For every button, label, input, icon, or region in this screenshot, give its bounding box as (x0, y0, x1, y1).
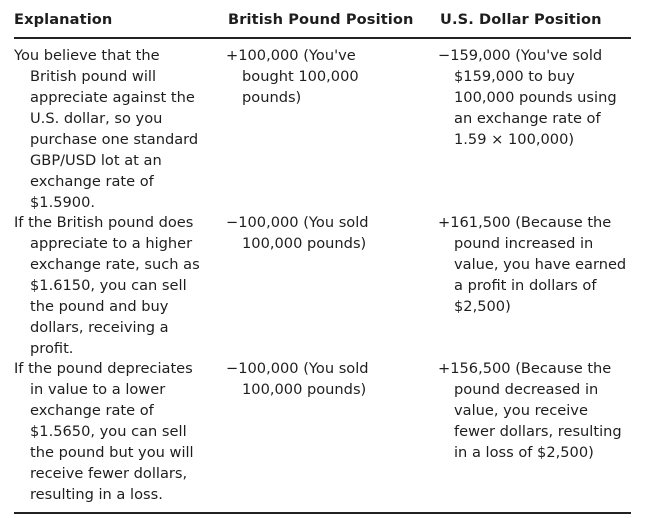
row-2-explanation: If the British pound does appreciate to a higher exchange rate, such as $1.6150, you can sell the pound and buy dollars, receiving a profit. (14, 214, 200, 357)
table-bottom-rule (14, 512, 631, 514)
row-1-gbp-position: +100,000 (You've bought 100,000 pounds) (226, 47, 359, 106)
row-2-usd-position: +161,500 (Because the pound increased in value, you have earned a profit in dollars of $2,500) (438, 214, 627, 315)
header-us-dollar-position: U.S. Dollar Position (440, 11, 602, 28)
forex-position-table (14, 0, 631, 518)
row-3-gbp-position: −100,000 (You sold 100,000 pounds) (226, 360, 369, 398)
row-3-explanation: If the pound depreciates in value to a lower exchange rate of $1.5650, you can sell the pound but you will receive fewer dollars, resulting in a loss. (14, 360, 194, 503)
row-1-explanation: You believe that the British pound will appreciate against the U.S. dollar, so you purchase one standard GBP/USD lot at an exchange rate of $1.5900. (14, 47, 199, 211)
row-1-usd-position: −159,000 (You've sold $159,000 to buy 100,000 pounds using an exchange rate of 1.59 × 100,000) (438, 47, 617, 148)
header-rule (14, 37, 631, 39)
row-3-usd-position: +156,500 (Because the pound decreased in value, you receive fewer dollars, resulting in a loss of $2,500) (438, 360, 622, 461)
row-2-gbp-position: −100,000 (You sold 100,000 pounds) (226, 214, 369, 252)
header-explanation: Explanation (14, 11, 113, 28)
header-british-pound-position: British Pound Position (228, 11, 414, 28)
